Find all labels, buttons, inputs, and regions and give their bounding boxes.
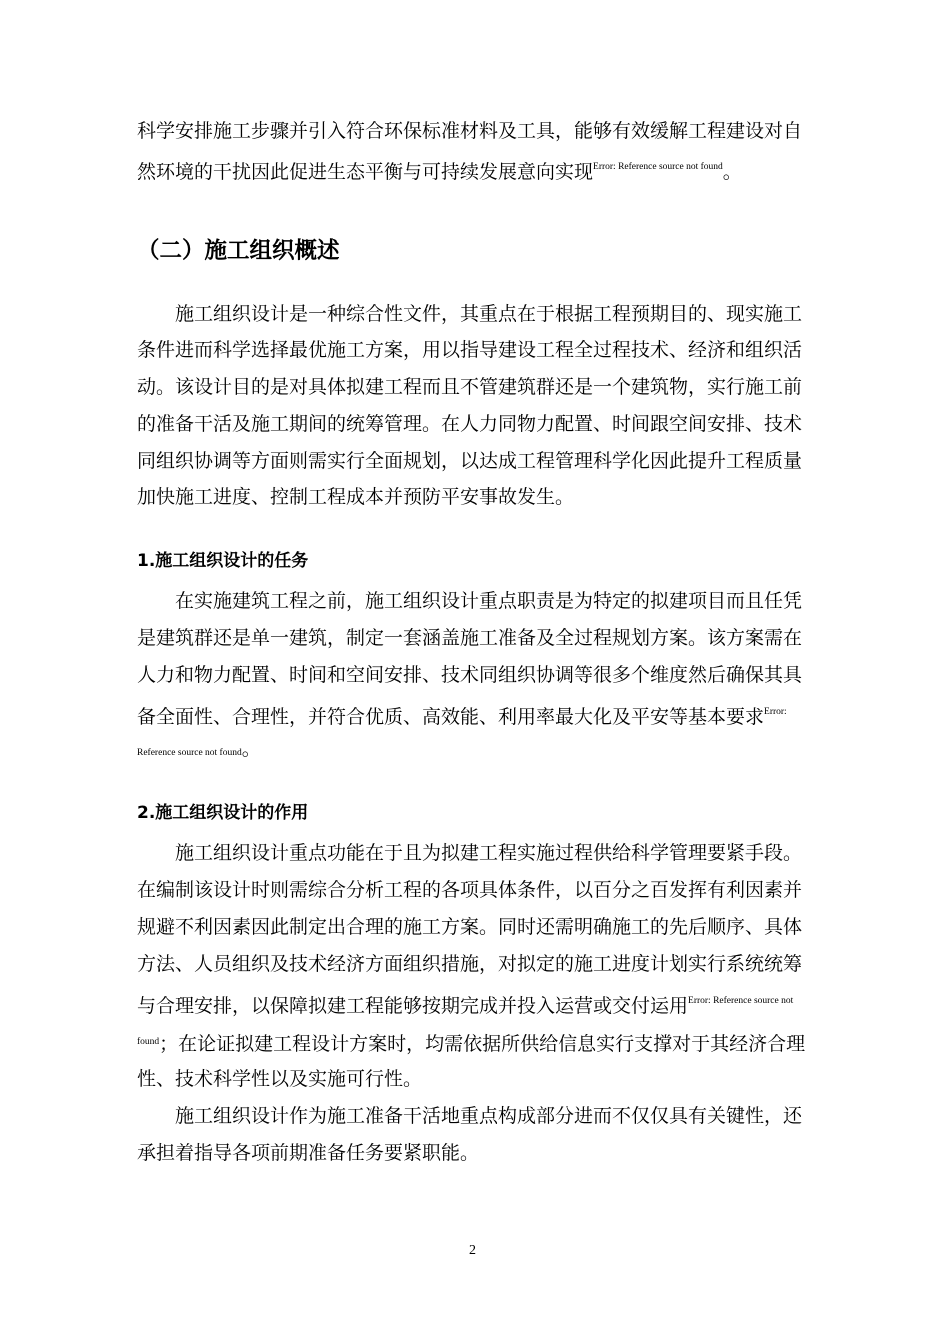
body-text-line: 方法、人员组织及技术经济方面组织措施，对拟定的施工进度计划实行系统统筹 (137, 953, 803, 975)
subsection-heading: 1.施工组织设计的任务 (137, 551, 309, 571)
body-text-line: 承担着指导各项前期准备任务要紧职能。 (137, 1142, 480, 1164)
body-text-line: 施工组织设计重点功能在于且为拟建工程实施过程供给科学管理要紧手段。 (175, 842, 803, 864)
body-text-line: Reference source not found。 (137, 738, 261, 760)
body-text-line: 施工组织设计是一种综合性文件，其重点在于根据工程预期目的、现实施工 (175, 303, 803, 325)
body-text-line: 的准备干活及施工期间的统筹管理。在人力同物力配置、时间跟空间安排、技术 (137, 413, 803, 435)
body-text-line: 动。该设计目的是对具体拟建工程而且不管建筑群还是一个建筑物，实行施工前 (137, 376, 803, 398)
body-text-line: 科学安排施工步骤并引入符合环保标准材料及工具，能够有效缓解工程建设对自 (137, 120, 803, 142)
body-text-line: 在编制该设计时则需综合分析工程的各项具体条件，以百分之百发挥有利因素并 (137, 879, 803, 901)
body-text-line: 在实施建筑工程之前，施工组织设计重点职责是为特定的拟建项目而且任凭 (175, 590, 803, 612)
body-text-line: 是建筑群还是单一建筑，制定一套涵盖施工准备及全过程规划方案。该方案需在 (137, 627, 803, 649)
body-text-line: 然环境的干扰因此促进生态平衡与可持续发展意向实现$^{Error: Reference source not found}$。 (137, 161, 742, 183)
body-text-line: 加快施工进度、控制工程成本并预防平安事故发生。 (137, 486, 575, 508)
section-heading: （二）施工组织概述 (137, 238, 340, 264)
subsection-heading: 2.施工组织设计的作用 (137, 803, 309, 823)
body-text-line: 同组织协调等方面则需实行全面规划，以达成工程管理科学化因此提升工程质量 (137, 450, 803, 472)
page-number: 2 (469, 1243, 476, 1258)
body-text-line: 备全面性、合理性，并符合优质、高效能、利用率最大化及平安等基本要求$^{Error:}$ (137, 706, 787, 728)
reference-error-note: Reference source not found (137, 748, 242, 758)
body-text-line: 条件进而科学选择最优施工方案，用以指导建设工程全过程技术、经济和组织活 (137, 339, 803, 361)
reference-error-note: Error: Reference source not found (593, 162, 723, 172)
body-text-line: 人力和物力配置、时间和空间安排、技术同组织协调等很多个维度然后确保其具 (137, 664, 803, 686)
body-text-line: 与合理安排，以保障拟建工程能够按期完成并投入运营或交付运用$^{Error: Reference source not}$ (137, 995, 794, 1017)
body-text-line: 规避不利因素因此制定出合理的施工方案。同时还需明确施工的先后顺序、具体 (137, 916, 803, 938)
reference-error-note: Error: Reference source not (688, 996, 794, 1006)
reference-error-note: found (137, 1037, 160, 1047)
body-text-line: 施工组织设计作为施工准备干活地重点构成部分进而不仅仅具有关键性，还 (175, 1105, 803, 1127)
reference-error-note: Error: (764, 707, 787, 717)
body-text-line: $^{found}$；在论证拟建工程设计方案时，均需依据所供给信息实行支撑对于其经济合理 (137, 1033, 806, 1055)
body-text-line: 性、技术科学性以及实施可行性。 (137, 1068, 423, 1090)
